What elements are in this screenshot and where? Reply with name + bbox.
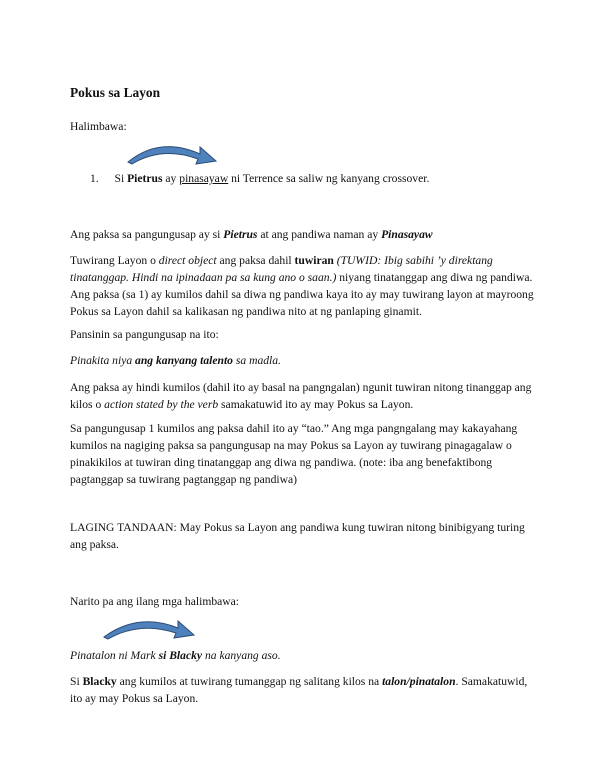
paragraph-text: at ang pandiwa naman ay: [257, 228, 382, 241]
list-number: 1.: [90, 172, 99, 185]
term-action-stated: action stated by the verb: [104, 398, 219, 411]
paragraph-text: samakatuwid ito ay may Pokus sa Layon.: [218, 398, 414, 411]
paragraph-text: ang paksa dahil: [216, 254, 295, 267]
term-talon: talon/pinatalon: [382, 675, 456, 688]
example-text: sa madla.: [232, 354, 281, 367]
paragraph-hindi-kumilos: [70, 379, 540, 413]
example-object: ang kanyang talento: [135, 354, 233, 367]
paksa-verb: Pinasayaw: [381, 228, 433, 241]
laging-tandaan: LAGING TANDAAN: May Pokus sa Layon ang pandiwa kung tuwiran nitong binibigyang turing ang paksa.: [70, 521, 525, 551]
example-text: ay: [162, 172, 180, 185]
narito-line: Narito pa ang ilang mga halimbawa:: [70, 595, 240, 608]
paragraph-tuwirang-layon: [70, 252, 540, 320]
example-subject: Pietrus: [127, 172, 163, 185]
example-verb: pinasayaw: [179, 172, 229, 185]
pansinin-line: Pansinin sa pangungusap na ito:: [70, 328, 219, 341]
paragraph-text: Ang paksa ay hindi kumilos (dahil ito ay basal na pangngalan) ngunit tuwiran nitong tinanggap ang kilos o: [70, 381, 532, 411]
paragraph-text: ang kumilos at tuwirang tumanggap ng salitang kilos na: [116, 675, 383, 688]
example-text: Pinatalon ni Mark: [70, 649, 159, 662]
paragraph-text: Tuwirang Layon o: [70, 254, 159, 267]
example-sentence-1: [90, 170, 560, 187]
example-sentence-3: [70, 647, 540, 664]
paragraph-text: Si: [70, 675, 83, 688]
paksa-subject: Pietrus: [223, 228, 258, 241]
term-blacky: Blacky: [82, 675, 117, 688]
paragraph-paksa: [70, 226, 540, 243]
example-text: Pinakita niya: [70, 354, 136, 367]
curved-arrow-icon: [98, 616, 198, 640]
paragraph-text: niyang tinatanggap ang diwa ng pandiwa. Ang paksa (sa 1) ay kumilos dahil sa diwa ng pandiwa kaya ito ay may tuwirang layon at mayroong Pokus sa Layon dahil sa kalikasan ng pandiwa nito at ng panlaping ginamit.: [70, 271, 534, 318]
curved-arrow-icon: [120, 140, 220, 166]
paragraph-sa-pangungusap: Sa pangungusap 1 kumilos ang paksa dahil ito ay “tao.” Ang mga pangngalang may kakayahang kumilos na nagiging paksa sa pangungusap na may Pokus sa Layon ay tuwirang pinagagalaw o pinakikilos at tuwiran ding tinatanggap ang diwa ng pandiwa. (note: iba ang benefaktibong pagtanggap sa tuwirang pagtanggap ng pandiwa): [70, 422, 518, 486]
halimbawa-label: Halimbawa:: [70, 120, 127, 133]
paragraph-text: Ang paksa sa pangungusap ay si: [70, 228, 224, 241]
paragraph-blacky: [70, 673, 540, 707]
example-sentence-2: [70, 352, 540, 369]
term-tuwiran: tuwiran: [294, 254, 334, 267]
example-text: na kanyang aso.: [202, 649, 281, 662]
page-title: Pokus sa Layon: [70, 85, 161, 100]
term-direct-object: direct object: [158, 254, 217, 267]
example-text: ni Terrence sa saliw ng kanyang crossover.: [228, 172, 430, 185]
example-text: Si: [114, 172, 128, 185]
paragraph-text: . Samakatuwid, ito ay may Pokus sa Layon.: [70, 675, 528, 705]
tuwid-note: (TUWID: Ibig sabihi ’y direktang tinatanggap. Hindi na ipinadaan pa sa kung ano o saan.): [70, 254, 493, 284]
example-object: si Blacky: [158, 649, 203, 662]
